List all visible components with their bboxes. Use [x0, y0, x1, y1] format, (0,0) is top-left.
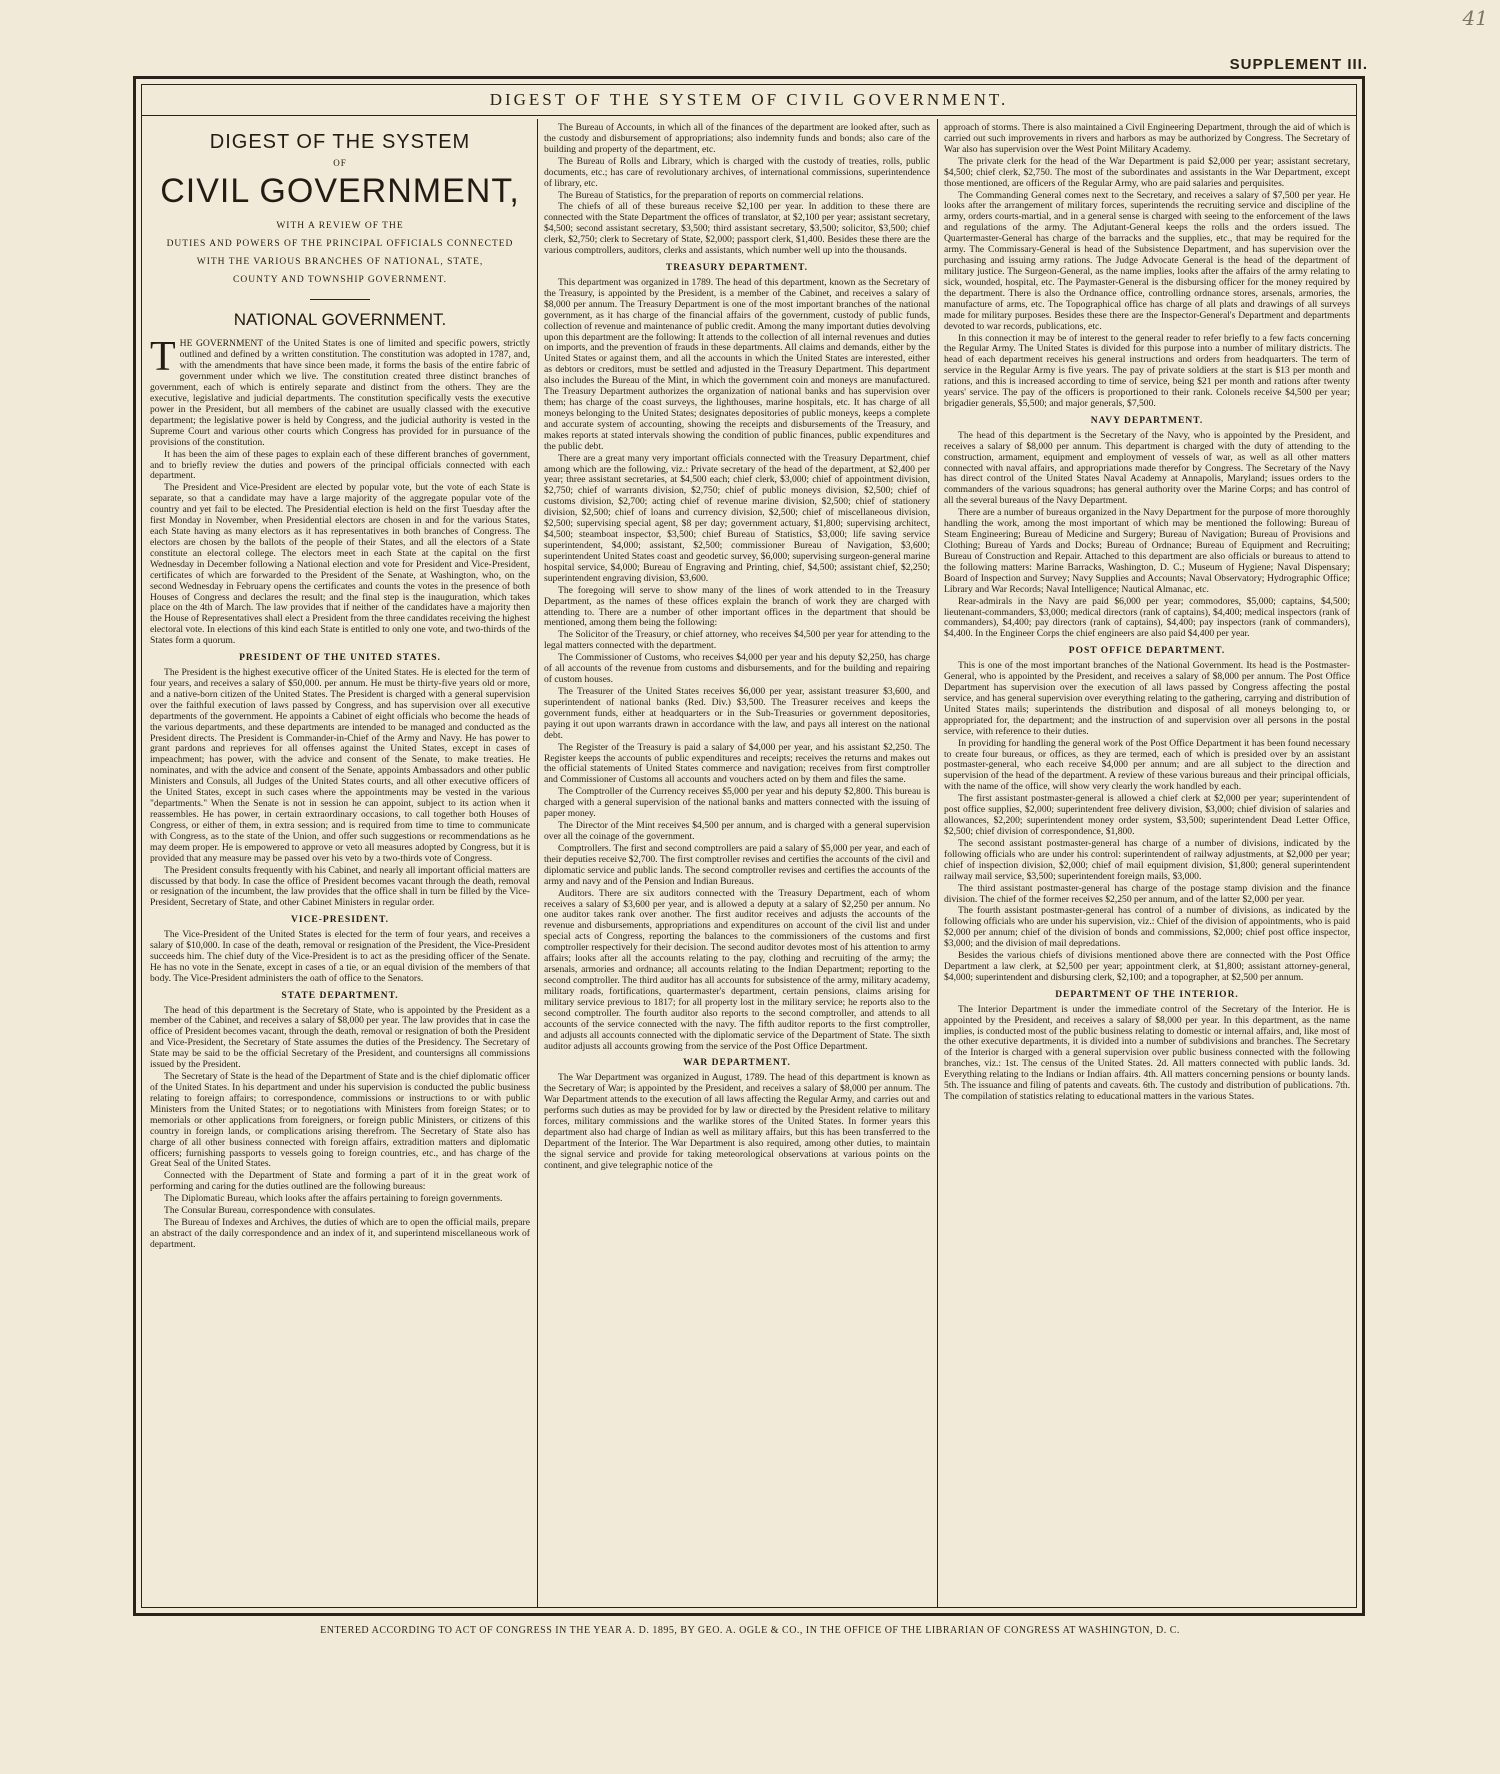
post-paragraph-7: Besides the various chiefs of divisions mentioned above there are connected with the Post Office Department a law clerk, at $2,500 per year; appointment clerk, at $1,800; assistant attorney-general, $4,000; superintendent and disbursing clerk, $2,100; and a topographer, at $2,500 per annum.: [944, 950, 1350, 983]
treasury-paragraph-3: The foregoing will serve to show many of the lines of work attended to in the Treasury Department, as the names of these offices explain the branch of work they are charged with attending to. There are a number of other important offices in the department that should be mentioned, among them being the following:: [544, 584, 930, 629]
navy-paragraph-2: There are a number of bureaus organized in the Navy Department for the purpose of more thoroughly handling the work, among the most important of which may be mentioned the following: Bureau of Steam Engineering; Bureau of Medicine and Surgery; Bureau of Navigation; Bureau of Provisions and Clothing; Bureau of Yards and Docks; Bureau of Ordnance; Bureau of Equipment and Recruiting; Bureau of Construction and Repair. Attached to this department are also officials or bureaus to attend to the following matters: Marine Barracks, Washington, D. C.; Museum of Hygiene; Naval Dispensary; Board of Inspection and Survey; Navy Supplies and Accounts; Naval Observatory; Hydrographic Office; Library and War Records; Naval Intelligence; Nautical Almanac, etc.: [944, 507, 1350, 595]
column-3: [944, 123, 1350, 1601]
post-paragraph-5: The third assistant postmaster-general has charge of the postage stamp division and the finance division. The chief of the former receives $2,250 per annum, and of the latter $2,000 per year.: [944, 882, 1350, 905]
treasury-paragraph-8: The Comptroller of the Currency receives $5,000 per year and his deputy $2,800. This bureau is charged with a general supervision of the national banks and matters connected with the issuing of paper money.: [544, 786, 930, 820]
post-paragraph-6: The fourth assistant postmaster-general has control of a number of divisions, as indicated by the following officials who are under his supervision, viz.: Chief of the division of appointments, who is paid $2,000 per annum; chief of the division of bonds and commissions, $2,000; chief post office inspector, $3,000; and the division of mail depredations.: [944, 905, 1350, 950]
bureaus-paragraph-4: The chiefs of all of these bureaus receive $2,100 per year. In addition to these there are connected with the State Department the offices of translator, at $2,100 per year; assistant secretary, $4,500; second assistant secretary, $3,500; third assistant secretary, $3,500; solicitor, $3,500; chief clerk, $2,750; clerk to Secretary of State, $2,000; passport clerk, $1,400. Besides these there are the various comptrollers, auditors, clerks and assistants, which number well up into the thousands.: [544, 201, 930, 257]
bureaus-paragraph-2: The Bureau of Rolls and Library, which is charged with the custody of treaties, rolls, public documents, etc.; has care of revolutionary archives, of international commissions, superintendence of library, etc.: [544, 155, 930, 189]
war-paragraph-2: approach of storms. There is also maintained a Civil Engineering Department, through the aid of which is carried out such improvements in rivers and harbors as may be authorized by Congress. The Secretary of War also has supervision over the West Point Military Academy.: [944, 123, 1350, 155]
heading-war-department: WAR DEPARTMENT.: [683, 1058, 791, 1069]
title-line1: DIGEST OF THE SYSTEM: [209, 131, 471, 153]
state-paragraph-6: The Bureau of Indexes and Archives, the duties of which are to open the official mails, prepare an abstract of the daily correspondence and an index of it, and superintend miscellaneous work of department.: [150, 1217, 530, 1250]
title-line2: CIVIL GOVERNMENT,: [160, 172, 520, 211]
president-paragraph-1: The President is the highest executive officer of the United States. He is elected for the term of four years, and receives a salary of $50,000. per annum. He must be thirty-five years old or more, and a native-born citizen of the United States. The President is charged with a general supervision over the faithful execution of laws passed by Congress, and has supervision over all executive departments of the government. He appoints a Cabinet of eight officials who become the heads of the various departments, and these departments are intended to be managed and conducted as the President directs. The President is Commander-in-Chief of the Army and Navy. He has power to grant pardons and reprieves for all offenses against the United States, except in cases of impeachment; has power, with the advice and consent of the Senate, to make treaties. He nominates, and with the advice and consent of the Senate, appoints Ambassadors and other public Ministers and Consuls, all Judges of the United States courts, and all other executive officers of the United States, except in such cases where the appointments may be vested in the various "departments." When the Senate is not in session he can appoint, subject to its action when it reassembles. He has power, in certain extraordinary occasions, to call together both Houses of Congress, or either of them, in extra session; and is required from time to time to communicate with Congress, as to the state of the Union, and offer such suggestions or recommendations as he may deem proper. He is empowered to approve or veto all measures adopted by Congress, but it is provided that any measure may be passed over his veto by a two-thirds vote of Congress.: [150, 667, 530, 864]
national-paragraph-2: It has been the aim of these pages to explain each of these different branches of government, and to briefly review the duties and powers of the principal officials connected with each department.: [150, 448, 530, 482]
bureaus-paragraph-3: The Bureau of Statistics, for the preparation of reports on commercial relations.: [558, 189, 864, 201]
supplement-label: SUPPLEMENT III.: [1229, 56, 1368, 73]
page-frame: [133, 76, 1365, 1616]
heading-navy-department: NAVY DEPARTMENT.: [1090, 415, 1204, 426]
war-paragraph-5: In this connection it may be of interest to the general reader to refer briefly to a few facts concerning the Regular Army. The United States is divided for this purpose into a number of military districts. The head of each department receives his general instructions and orders from headquarters. The term of service in the Regular Army is five years. The pay of private soldiers at the start is $13 per month and rations, and this is increased according to time of service, being $21 per month and rations after twenty years' service. The pay of the officers is proportioned to their rank. Colonels receive $4,500 per year; brigadier generals, $5,500; and major generals, $7,500.: [944, 332, 1350, 410]
treasury-paragraph-7: The Register of the Treasury is paid a salary of $4,000 per year, and his assistant $2,250. The Register keeps the accounts of public expenditures and receipts; receives the returns and makes out the official statements of United States commerce and navigation; receives from first comptroller and Commissioner of Customs all accounts and vouchers acted on by them and files the same.: [544, 741, 930, 786]
column-2: [544, 123, 930, 1601]
navy-paragraph-1: The head of this department is the Secretary of the Navy, who is appointed by the President, and receives a salary of $8,000 per annum. This department is charged with the duty of attending to the construction, armament, equipment and employment of vessels of war, as well as all other matters connected with naval affairs, and appropriations made therefor by Congress. The Secretary of the Navy has direct control of the United States Naval Academy at Annapolis, Maryland; issues orders to the commanders of the various squadrons; has general authority over the Marine Corps; and has control of all the several bureaus of the Navy Department.: [944, 429, 1350, 507]
column-divider: [537, 119, 538, 1607]
vp-paragraph-1: The Vice-President of the United States is elected for the term of four years, and receives a salary of $10,000. In case of the death, removal or resignation of the President, the Vice-President succeeds him. The chief duty of the Vice-President is to act as the presiding officer of the Senate. He has no vote in the Senate, except in cases of a tie, or an equal division of the members of that body. The Vice-President administers the oath of office to the Senators.: [150, 929, 530, 984]
title-subtitle: [150, 217, 530, 289]
heading-national-government: NATIONAL GOVERNMENT.: [233, 309, 447, 329]
treasury-paragraph-6: The Treasurer of the United States receives $6,000 per year, assistant treasurer $3,600, and superintendent of national banks (Red. Div.) $3,500. The Treasurer receives and keeps the government funds, either at headquarters or in the Sub-Treasuries or government depositories, paying it out upon warrants drawn in accordance with the law, and pays all interest on the national debt.: [544, 686, 930, 741]
state-paragraph-3: Connected with the Department of State and forming a part of it in the great work of performing and caring for the duties outlined are the following bureaus:: [150, 1170, 530, 1193]
page-banner: DIGEST OF THE SYSTEM OF CIVIL GOVERNMENT.: [142, 85, 1356, 116]
bureaus-paragraph-1: The Bureau of Accounts, in which all of the finances of the department are looked after, such as the custody and disbursement of appropriations; also indemnity funds and bonds; also care of the building and property of the department, etc.: [544, 123, 930, 155]
state-paragraph-5: The Consular Bureau, correspondence with consulates.: [164, 1205, 376, 1217]
heading-interior-department: DEPARTMENT OF THE INTERIOR.: [1055, 989, 1239, 1000]
copyright-footer: ENTERED ACCORDING TO ACT OF CONGRESS IN THE YEAR A. D. 1895, BY GEO. A. OGLE & CO., IN THE OFFICE OF THE LIBRARIAN OF CONGRESS AT WASHINGTON, D. C.: [320, 1625, 1180, 1636]
state-paragraph-1: The head of this department is the Secretary of State, who is appointed by the President as a member of the Cabinet, and receives a salary of $8,000 per year. The law provides that in case the office of President becomes vacant, through the death, removal or resignation of both the President and Vice-President, the Secretary of State assumes the duties of the Presidency. The Secretary of State may be said to be the official Secretary of the President, and countersigns all commissions issued by the President.: [150, 1004, 530, 1071]
heading-vice-president: VICE-PRESIDENT.: [291, 915, 389, 926]
drop-cap: T: [150, 334, 176, 381]
war-paragraph-1: The War Department was organized in August, 1789. The head of this department is known as the Secretary of War; is appointed by the President, and receives a salary of $8,000 per annum. The War Department attends to the execution of all laws affecting the Regular Army, and carries out and performs such duties as may be provided for by law or directed by the President relative to military forces, military commissions and the warlike stores of the United States. In former years this department also had charge of Indian as well as military affairs, but this has been transferred to the Department of the Interior. The War Department is also required, among other duties, to maintain the signal service and provide for taking meteorological observations at various points on the continent, and give telegraphic notice of the: [544, 1072, 930, 1171]
inner-frame: [141, 84, 1357, 1608]
post-paragraph-4: The second assistant postmaster-general has charge of a number of divisions, indicated by the following officials who are under his control: superintendent of railway adjustments, at $2,000 per year; chief of inspection division, $2,000; chief of mail equipment division, $1,800; general superintendent railway mail service, $3,500; superintendent foreign mails, $3,000.: [944, 837, 1350, 882]
heading-treasury-department: TREASURY DEPARTMENT.: [665, 263, 809, 274]
post-paragraph-1: This is one of the most important branches of the National Government. Its head is the Postmaster-General, who is appointed by the President, and receives a salary of $8,000 per annum. The Post Office Department has supervision over the execution of all laws passed by Congress affecting the postal service, and has general supervision over everything relating to the gathering, carrying and distribution of United States mails; superintends the distribution and disposal of all moneys belonging to, or appropriated for, the department; and the instruction of and supervision over all persons in the postal service, with reference to their duties.: [944, 660, 1350, 737]
treasury-paragraph-5: The Commissioner of Customs, who receives $4,000 per year and his deputy $2,250, has charge of all accounts of the revenue from customs and disbursements, and for the building and repairing of custom houses.: [544, 652, 930, 686]
subtitle-line1: WITH A REVIEW OF THE: [276, 220, 404, 231]
heading-post-office-department: POST OFFICE DEPARTMENT.: [1068, 646, 1226, 657]
title-of: OF: [333, 157, 347, 168]
treasury-paragraph-4: The Solicitor of the Treasury, or chief attorney, who receives $4,500 per year for attending to the legal matters connected with the department.: [544, 629, 930, 652]
treasury-paragraph-9: The Director of the Mint receives $4,500 per annum, and is charged with a general supervision over all the coinage of the government.: [544, 820, 930, 842]
subtitle-line2: DUTIES AND POWERS OF THE PRINCIPAL OFFICIALS CONNECTED: [166, 238, 514, 249]
interior-paragraph-1: The Interior Department is under the immediate control of the Secretary of the Interior. He is appointed by the President, and receives a salary of $8,000 per year. In this department, as the name implies, is conducted most of the public business relating to domestic or internal affairs, and, like most of the other executive departments, it is divided into a number of subdivisions and branches. The Secretary of the Interior is charged with a general supervision over public business connected with the following branches, viz.: 1st. The census of the United States. 2d. All matters connected with public lands. 3d. Everything relating to the Indians or Indian affairs. 4th. All matters concerning pensions or bounty lands. 5th. The issuance and filing of patents and caveats. 6th. The custody and distribution of publications. 7th. The compilation of statistics relating to educational matters in the various States.: [944, 1003, 1350, 1103]
navy-paragraph-3: Rear-admirals in the Navy are paid $6,000 per year; commodores, $5,000; captains, $4,500; lieutenant-commanders, $3,000; medical directors (rank of captains), $4,400; medical inspectors (rank of commanders), $4,400; pay directors (rank of captains), $4,400; pay inspectors (rank of commanders), $4,400. In the Engineer Corps the chief engineers are also paid $4,400 per year.: [944, 595, 1350, 640]
column-divider: [937, 119, 938, 1607]
war-paragraph-3: The private clerk for the head of the War Department is paid $2,000 per year; assistant secretary, $4,500; chief clerk, $2,750. The most of the subordinates and assistants in the War Department, except those mentioned, are officers of the Regular Army, who are paid salaries and perquisites.: [944, 155, 1350, 189]
subtitle-line4: COUNTY AND TOWNSHIP GOVERNMENT.: [233, 274, 447, 285]
national-text-1: HE GOVERNMENT of the United States is one of limited and specific powers, strictly outlined and defined by a written constitution. The constitution was adopted in 1787, and, with the amendments that have since been made, it forms the basis of the entire fabric of government under which we live. The constitution created three distinct branches of government, each of which is entirely separate and distinct from the others. They are the executive, legislative and judicial departments. The constitution specifically vests the executive power in the President, but all members of the cabinet are usually classed with the executive department; the legislative power is held by Congress, and the judicial authority is vested in the Supreme Court and various other courts which Congress has provided for in pursuance of the provisions of the constitution.: [150, 338, 530, 448]
war-paragraph-4: The Commanding General comes next to the Secretary, and receives a salary of $7,500 per year. He looks after the arrangement of military forces, superintends the recruiting service and discipline of the army, orders courts-martial, and in a general sense is charged with seeing to the enforcement of the laws and regulations of the army. The Adjutant-General keeps the rolls and the orders issued. The Quartermaster-General has charge of the barracks and the supplies, etc., that may be required for the army. The Commissary-General is head of the Subsistence Department, and has supervision over the purchasing and issuing army rations. The Judge Advocate General is the head of the department of military justice. The Surgeon-General, as the name implies, looks after the affairs of the army relating to sick, wounded, hospital, etc. The Paymaster-General is the disbursing officer for the money required by the department. There is also the Ordnance office, controlling ordnance stores, arsenals, armories, the manufacture of arms, etc. The Topographical office has charge of all plats and drawings of all surveys made for military purposes. Besides these there are the Inspector-General's Department and departments devoted to war records, publications, etc.: [944, 189, 1350, 332]
title-separator: [310, 299, 370, 300]
heading-president: PRESIDENT OF THE UNITED STATES.: [239, 653, 441, 664]
treasury-paragraph-1: This department was organized in 1789. The head of this department, known as the Secretary of the Treasury, is appointed by the President, is a member of the Cabinet, and receives a salary of $8,000 per annum. The Treasury Department is one of the most important branches of the national government, as it has charge of the financial affairs of the government, custody of public funds, collection of revenue and maintenance of public credit. Among the many important duties devolving upon this department are the following: It attends to the collection of all internal revenues and duties on imports, and the prevention of frauds in these departments. All claims and demands, either by the United States or against them, and all the accounts in which the United States are interested, either as debtors or creditors, must be settled and adjusted in the Treasury Department. This department also includes the Bureau of the Mint, in which the government coin and moneys are manufactured. The Treasury Department authorizes the organization of national banks and has supervision over them; has charge of the coast surveys, the lighthouses, marine hospitals, etc. It has charge of all moneys belonging to the United States; designates depositories of public moneys, keeps a complete and accurate system of accounting, showing the receipts and disbursements of the Treasury, and makes reports at stated intervals showing the condition of public finances, public expenditures and the public debt.: [544, 276, 930, 452]
national-paragraph-1: [150, 334, 530, 448]
subtitle-line3: WITH THE VARIOUS BRANCHES OF NATIONAL, STATE,: [196, 256, 484, 267]
state-paragraph-2: The Secretary of State is the head of the Department of State and is the chief diplomatic officer of the United States. In his department and under his supervision is conducted the public business relating to foreign affairs; to correspondence, commissions or instructions to or with public Ministers from the United States; or to negotiations with Ministers from foreign States; or to memorials or other applications from foreigners, or foreign public Ministers, or citizens of this country in foreign lands, or complications arising therefrom. The Secretary of State also has charge of all other business connected with foreign affairs, extradition matters and diplomatic officers; furnishing passports to vessels going to foreign countries, etc., and has charge of the Great Seal of the United States.: [150, 1071, 530, 1170]
treasury-paragraph-2: There are a great many very important officials connected with the Treasury Department, chief among which are the following, viz.: Private secretary of the head of the department, at $2,400 per year; three assistant secretaries, at $4,500 each; chief clerk, $3,000; chief of appointment division, $2,750; chief of warrants division, $2,750; chief of public moneys division, $2,500; chief of customs division, $2,700; acting chief of revenue marine division, $2,500; chief of stationery division, $2,500; chief of loans and currency division, $2,500; chief of miscellaneous division, $2,500; supervising special agent, $8 per day; government actuary, $1,800; supervising architect, $4,500; steamboat inspector, $3,500; chief Bureau of Statistics, $3,000; life saving service superintendent, $4,000; assistant, $2,500; commissioner Bureau of Navigation, $3,600; superintendent United States coast and geodetic survey, $6,000; supervising surgeon-general marine hospital service, $4,000; Bureau of Engraving and Printing, chief, $4,500; assistant chief, $2,250; superintendent engraving division, $3,600.: [544, 452, 930, 584]
state-paragraph-4: The Diplomatic Bureau, which looks after the affairs pertaining to foreign governments.: [164, 1193, 503, 1205]
national-paragraph-3: The President and Vice-President are elected by popular vote, but the vote of each State is separate, so that a candidate may have a large majority of the aggregate popular vote of the country and yet fail to be elected. The Presidential election is held on the first Tuesday after the first Monday in November, when Presidential electors are chosen in and for the various States, each State having as many electors as it has representatives in both branches of Congress. The electors are chosen by the ballots of the people of their States, and all the electors of a State constitute an electoral college. The electors meet in each State at the capital on the first Wednesday in December following a National election and vote for President and Vice-President, certificates of which are forwarded to the President of the Senate, at Washington, who, on the second Wednesday in February opens the certificates and counts the votes in the presence of both Houses of Congress and declares the result; and the final step is the inauguration, which takes place on the 4th of March. The law provides that if neither of the candidates have a majority then the House of Representatives shall elect a President from the three candidates receiving the highest electoral vote. In elections of this kind each State is entitled to only one vote, and two-thirds of the States form a quorum.: [150, 482, 530, 647]
post-paragraph-3: The first assistant postmaster-general is allowed a chief clerk at $2,000 per year; superintendent of post office supplies, $2,000; superintendent free delivery division, $3,000; chief division of salaries and allowances, $2,200; superintendent money order system, $3,500; superintendent Dead Letter Office, $2,500; chief division of correspondence, $1,800.: [944, 793, 1350, 837]
treasury-paragraph-11: Auditors. There are six auditors connected with the Treasury Department, each of whom receives a salary of $3,600 per year, and is allowed a deputy at a salary of $2,250 per annum. No one auditor takes rank over another. The first auditor receives and adjusts the accounts of the revenue and disbursements, appropriations and expenditures on account of the civil list and under special acts of Congress, reporting the balances to the commissioners of the customs and first comptroller respectively for their decision. The second auditor devotes most of his attention to army affairs; looks after all the accounts relating to the pay, clothing and recruiting of the army; the arsenals, armories and ordnance; all accounts relating to the Indian Department; reporting to the second comptroller. The third auditor has all accounts for subsistence of the army, military academy, military roads, fortifications, quartermaster's department, certain pensions, claims arising for military service previous to 1817; for all property lost in the military service; he reports also to the second comptroller. The fourth auditor also reports to the second comptroller, and attends to all accounts of the service connected with the navy. The fifth auditor reports to the first comptroller, and adjusts all accounts connected with the diplomatic service of the Department of State. The sixth auditor adjusts all accounts growing from the service of the Post Office Department.: [544, 887, 930, 1052]
column-1: [150, 123, 530, 1601]
president-paragraph-2: The President consults frequently with his Cabinet, and nearly all important official matters are discussed by that body. In case the office of President becomes vacant through the death, removal or resignation of the incumbent, the law provides that the office shall in turn be filled by the Vice-President, Secretary of State, and other Cabinet Ministers in regular order.: [150, 864, 530, 909]
heading-state-department: STATE DEPARTMENT.: [281, 990, 399, 1001]
post-paragraph-2: In providing for handling the general work of the Post Office Department it has been found necessary to create four bureaus, or offices, as they are termed, each of which is presided over by an assistant postmaster-general, who each receive $4,000 per annum; and are all subject to the direction and supervision of the head of the department. A review of these various bureaus and their principal officials, with the name of the office, will show very clearly the work handled by each.: [944, 737, 1350, 793]
treasury-paragraph-10: Comptrollers. The first and second comptrollers are paid a salary of $5,000 per year, and each of their deputies receive $2,700. The first comptroller revises and certifies the accounts of the civil and diplomatic service and public lands. The second comptroller revises and certifies the accounts of the army and navy and of the Pension and Indian Bureaus.: [544, 842, 930, 887]
page-number-mark: 41: [1462, 6, 1488, 30]
